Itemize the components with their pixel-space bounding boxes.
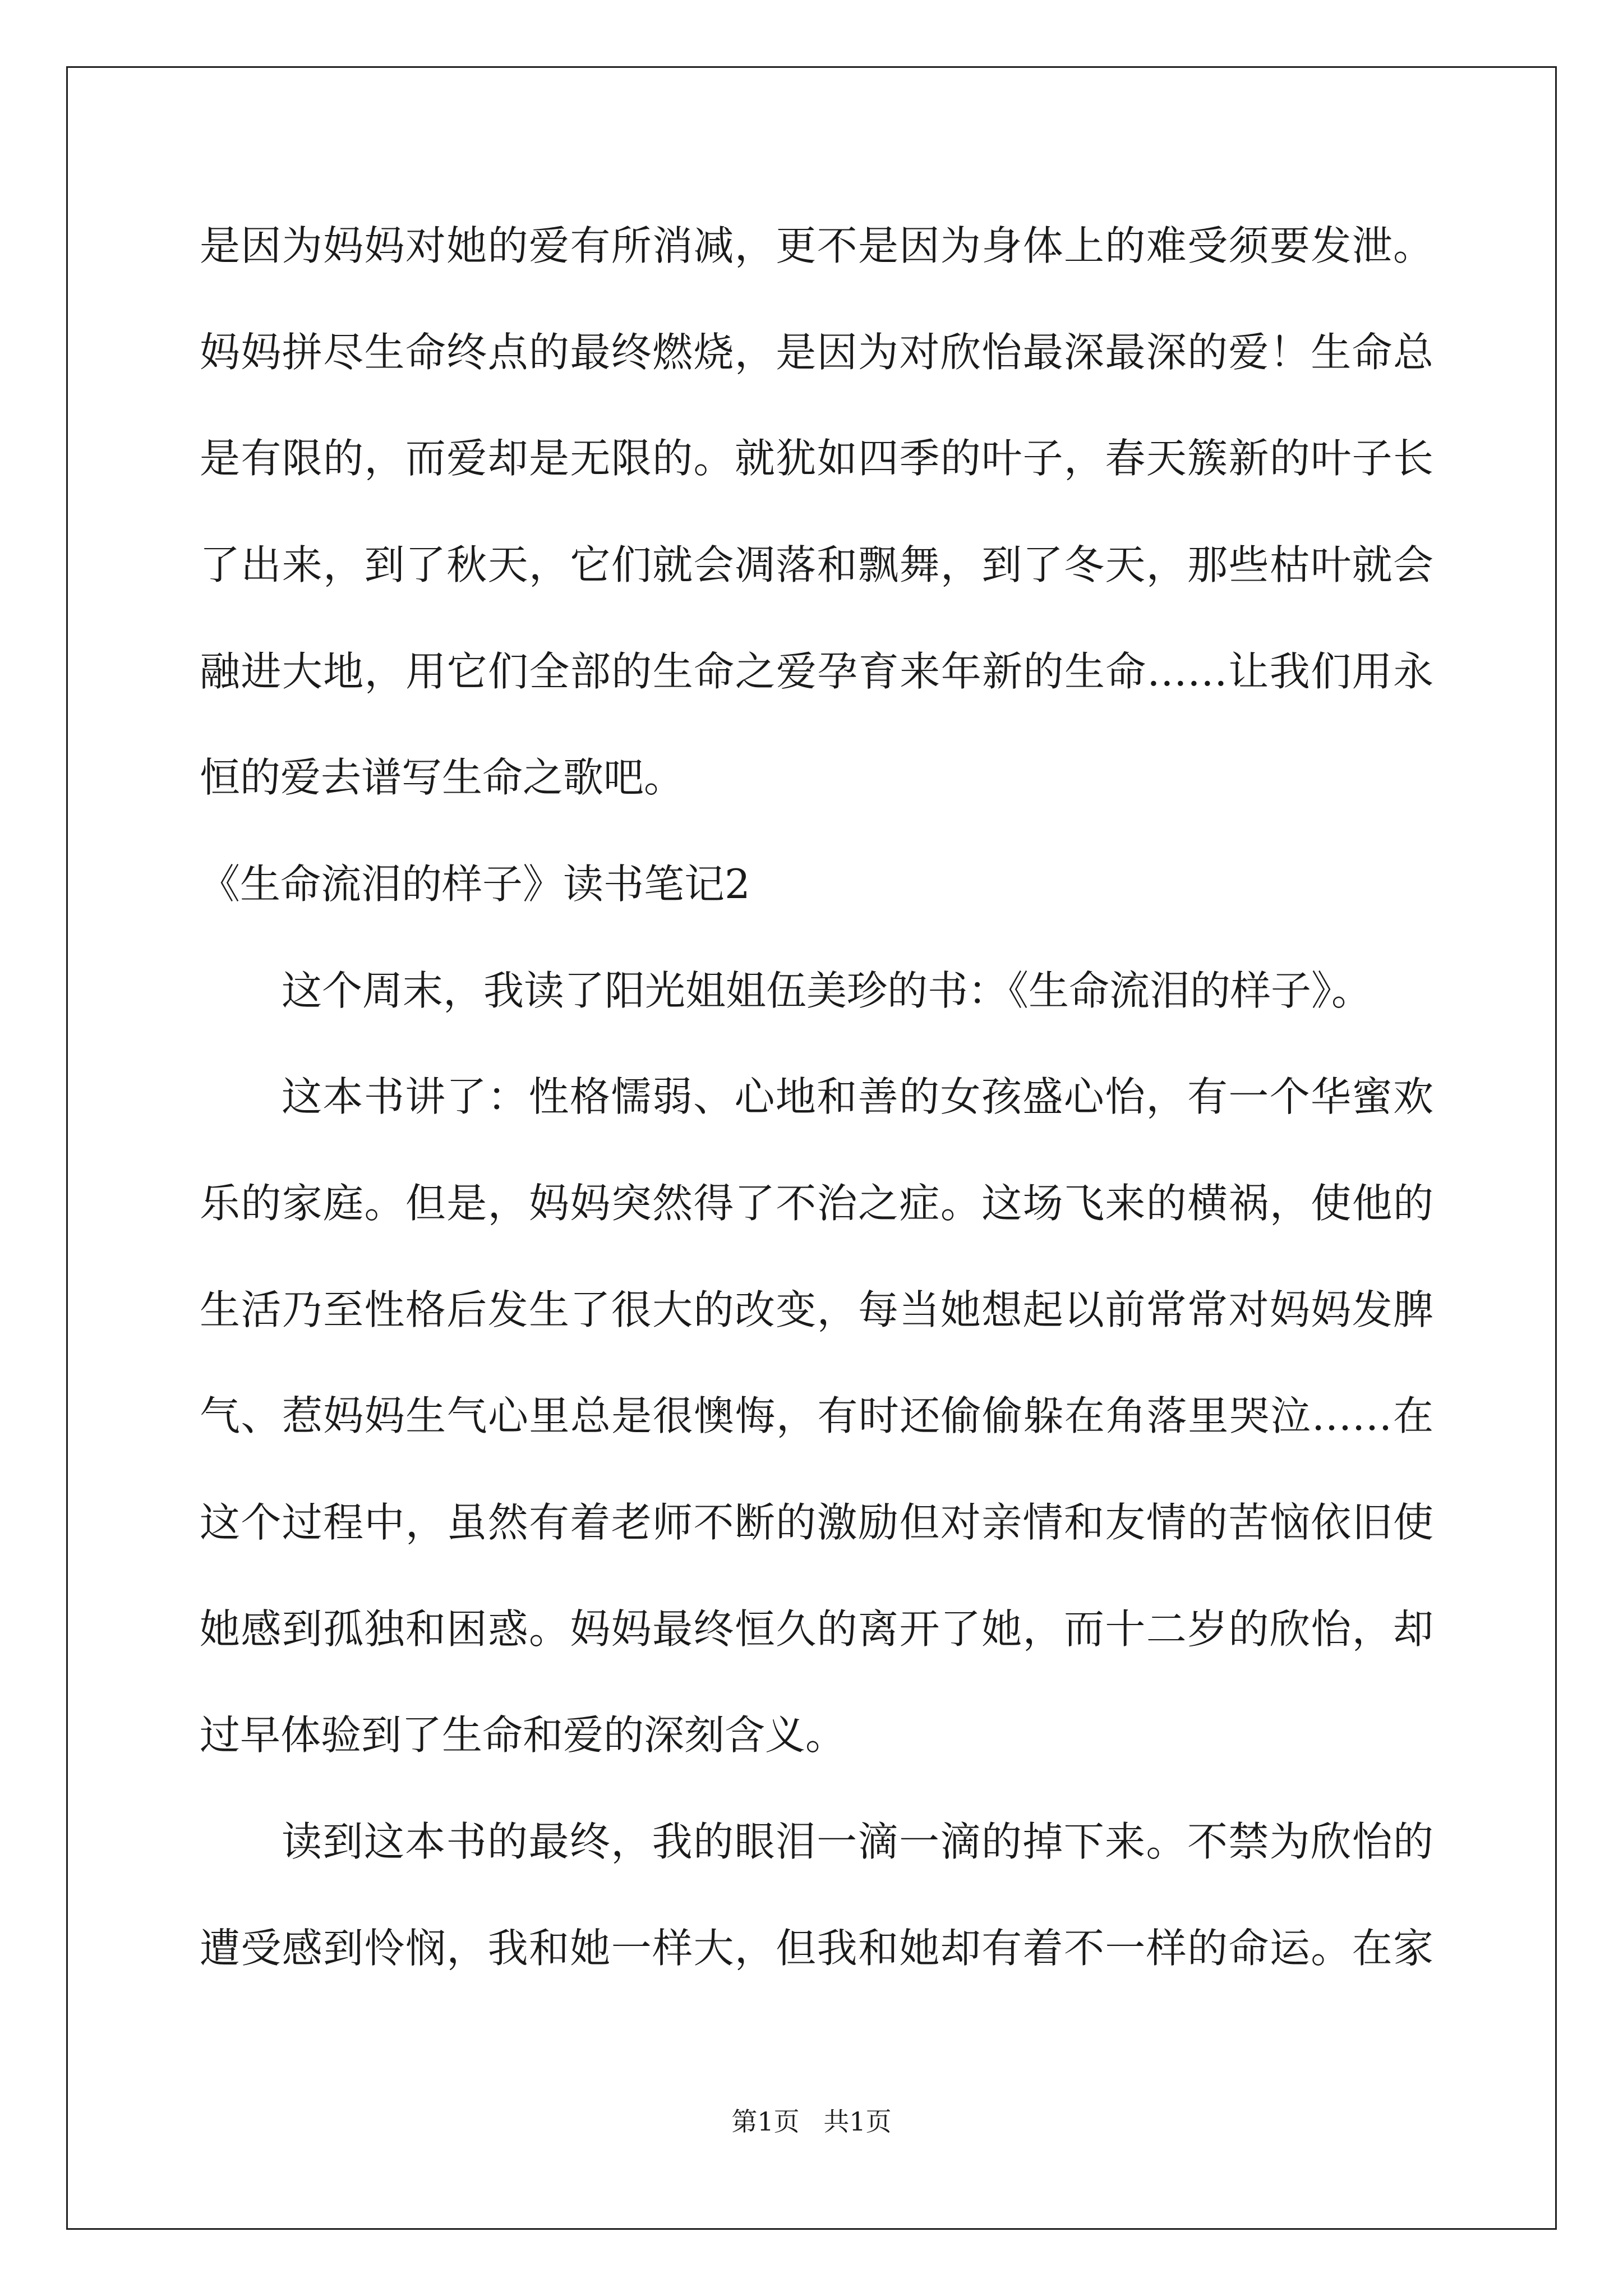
page-number: 第1页: [731, 2106, 800, 2137]
text-line: 融进大地，用它们全部的生命之爱孕育来年新的生命……让我们用永: [200, 648, 1433, 695]
text-line: 气、惹妈妈生气心里总是很懊悔，有时还偷偷躲在角落里哭泣……在: [200, 1392, 1433, 1439]
text-line: 是因为妈妈对她的爱有所消减，更不是因为身体上的难受须要发泄。: [200, 222, 1433, 269]
page-footer: [0, 2105, 1623, 2138]
section-heading: 《生命流泪的样子》读书笔记2: [200, 861, 750, 908]
text-line: 这本书讲了：性格懦弱、心地和善的女孩盛心怡，有一个华蜜欢: [282, 1073, 1433, 1120]
text-line: 恒的爱去谱写生命之歌吧。: [200, 754, 685, 801]
text-line: 妈妈拼尽生命终点的最终燃烧，是因为对欣怡最深最深的爱！生命总: [200, 329, 1433, 376]
text-line: 了出来，到了秋天，它们就会凋落和飘舞，到了冬天，那些枯叶就会: [200, 541, 1433, 588]
text-line: 读到这本书的最终，我的眼泪一滴一滴的掉下来。不禁为欣怡的: [282, 1818, 1433, 1865]
text-line: 乐的家庭。但是，妈妈突然得了不治之症。这场飞来的横祸，使他的: [200, 1180, 1433, 1227]
page-total: 共1页: [823, 2106, 892, 2137]
text-line: 这个周末，我读了阳光姐姐伍美珍的书：《生命流泪的样子》。: [282, 967, 1372, 1014]
text-line: 过早体验到了生命和爱的深刻含义。: [200, 1711, 846, 1759]
text-line: 她感到孤独和困惑。妈妈最终恒久的离开了她，而十二岁的欣怡，却: [200, 1605, 1433, 1653]
text-line: 这个过程中，虽然有着老师不断的激励但对亲情和友情的苦恼依旧使: [200, 1499, 1433, 1546]
text-line: 遭受感到怜悯，我和她一样大，但我和她却有着不一样的命运。在家: [200, 1925, 1433, 1972]
text-line: 生活乃至性格后发生了很大的改变，每当她想起以前常常对妈妈发脾: [200, 1286, 1433, 1333]
text-line: 是有限的，而爱却是无限的。就犹如四季的叶子，春天簇新的叶子长: [200, 435, 1433, 482]
page-border: [66, 66, 1557, 2230]
